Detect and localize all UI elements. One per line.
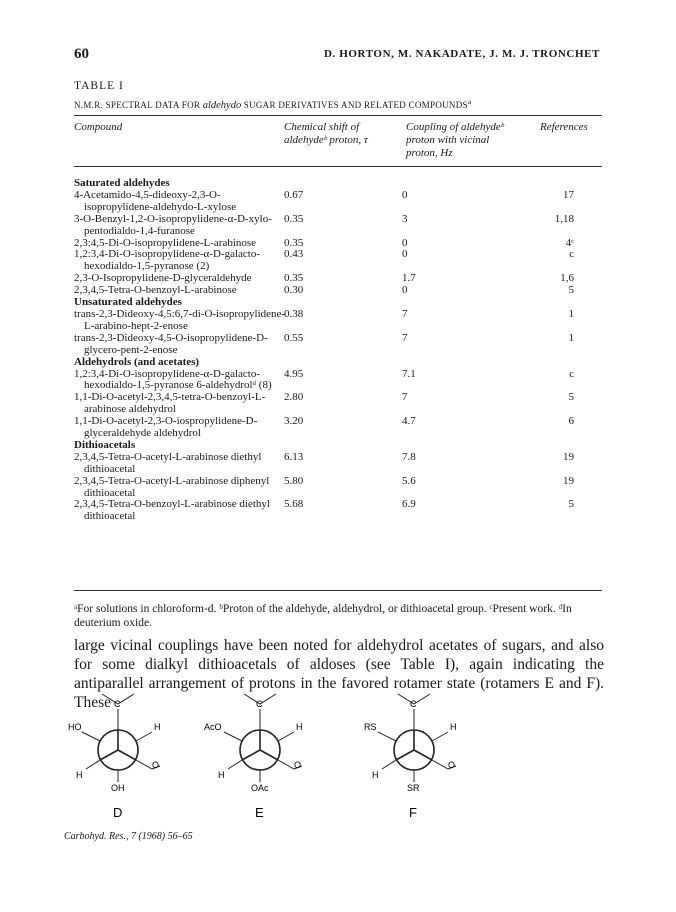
page-number: 60 (74, 46, 89, 62)
table-row (74, 333, 602, 357)
table-row (74, 369, 602, 393)
rotamer-label: D (113, 805, 123, 820)
chemical-shift-cell: 5.68 (284, 498, 304, 511)
reference-cell: c (569, 248, 574, 261)
body-paragraph: large vicinal couplings have been noted for aldehydrol acetates of sugars, and also for some dialkyl dithioacetals of aldoses (see Table I), again indicating the antiparallel arrangement of protons in the favored rotamer state (rotamers E and F). These (74, 637, 604, 711)
chemical-shift-cell: 6.13 (284, 450, 304, 463)
ring-oxygen: O (294, 760, 302, 770)
coupling-cell: 5.6 (402, 474, 416, 487)
compound-cell: trans-2,3-Dideoxy-4,5-O-isopropylidene-D-glycero-pent-2-enose (74, 331, 268, 356)
table-title-pre: N.M.R. SPECTRAL DATA FOR (74, 100, 203, 110)
column-header-references: References (540, 121, 588, 133)
section-heading-text: Dithioacetals (74, 438, 136, 451)
table-title-footnote-mark: a (467, 97, 472, 106)
top-atom-label: C (256, 699, 263, 709)
reference-cell: 1 (568, 331, 574, 344)
coupling-cell: 0 (402, 284, 408, 297)
ring-oxygen: O (448, 760, 456, 770)
coupling-cell: 7.8 (402, 450, 416, 463)
substituent-lower-left: H (218, 770, 225, 780)
substituent-bottom: OAc (251, 783, 269, 793)
chemical-shift-cell: 0.43 (284, 248, 304, 261)
table-footnote: ᵃFor solutions in chloroform-d. ᵇProton of the aldehyde, aldehydrol, or dithioacetal group. ᶜPresent work. ᵈIn deuterium oxide. (74, 603, 572, 629)
reference-cell: 5 (568, 391, 574, 404)
reference-cell: 19 (563, 474, 574, 487)
table-row (74, 309, 602, 333)
section-heading-text: Aldehydrols (and acetates) (74, 355, 200, 368)
table-label: TABLE I (74, 80, 124, 92)
rotamer-figure (60, 690, 520, 830)
reference-cell: 5 (568, 284, 574, 297)
table-row (74, 392, 602, 416)
reference-cell: 5 (568, 498, 574, 511)
coupling-cell: 7 (402, 391, 408, 404)
compound-cell: 1,2:3,4-Di-O-isopropylidene-α-D-galacto-hexodialdo-1,5-pyranose (2) (74, 248, 260, 273)
coupling-cell: 1.7 (402, 272, 416, 285)
compound-cell: trans-2,3-Dideoxy-4,5:6,7-di-O-isopropylidene-L-arabino-hept-2-enose (74, 307, 286, 332)
top-atom-label: C (410, 699, 417, 709)
compound-cell: 2,3,4,5-Tetra-O-acetyl-L-arabinose diphenyl dithioacetal (74, 474, 270, 499)
compound-cell: 4-Acetamido-4,5-dideoxy-2,3-O-isopropylidene-aldehydo-L-xylose (74, 188, 237, 213)
substituent-upper-left: AcO (204, 722, 222, 732)
section-heading-text: Unsaturated aldehydes (74, 296, 182, 309)
table-body (74, 178, 602, 523)
coupling-cell: 4.7 (402, 415, 416, 428)
substituent-upper-left: RS (364, 722, 377, 732)
coupling-cell: 7 (402, 331, 408, 344)
running-header-authors: D. HORTON, M. NAKADATE, J. M. J. TRONCHET (323, 48, 600, 60)
substituent-upper-right: H (154, 722, 161, 732)
coupling-cell: 0 (402, 236, 408, 249)
coupling-cell: 0 (402, 248, 408, 261)
chemical-shift-cell: 0.35 (284, 272, 304, 285)
table-row (74, 249, 602, 273)
journal-citation: Carbohyd. Res., 7 (1968) 56–65 (64, 831, 193, 842)
coupling-cell: 0 (402, 188, 408, 201)
table-title-italic: aldehydo (202, 100, 242, 111)
chemical-shift-cell: 5.80 (284, 474, 304, 487)
ring-oxygen: O (152, 760, 160, 770)
table-row (74, 452, 602, 476)
chemical-shift-cell: 0.38 (284, 307, 304, 320)
compound-cell: 1,1-Di-O-acetyl-2,3,4,5-tetra-O-benzoyl-L-arabinose aldehydrol (74, 391, 266, 416)
reference-cell: 1,18 (554, 212, 574, 225)
substituent-lower-left: H (372, 770, 379, 780)
substituent-upper-right: H (296, 722, 303, 732)
substituent-bottom: SR (407, 783, 420, 793)
table-section-heading (74, 357, 602, 369)
column-header-compound: Compound (74, 121, 123, 133)
reference-cell: 19 (563, 450, 574, 463)
table-row (74, 416, 602, 440)
coupling-cell: 7 (402, 307, 408, 320)
column-header-coupling: Coupling of aldehydeᵇ proton with vicinal proton, Hz (406, 121, 504, 159)
chemical-shift-cell: 3.20 (284, 415, 304, 428)
compound-cell: 1,2:3,4-Di-O-isopropylidene-α-D-galacto-hexodialdo-1,5-pyranose 6-aldehydrolᵈ (8) (74, 367, 272, 392)
table-row (74, 214, 602, 238)
chemical-shift-cell: 0.30 (284, 284, 304, 297)
chemical-shift-cell: 2.80 (284, 391, 304, 404)
table-row (74, 190, 602, 214)
compound-cell: 2,3:4,5-Di-O-isopropylidene-L-arabinose (74, 236, 257, 249)
table-bottom-rule (74, 590, 602, 591)
rotamer-label: F (409, 805, 417, 820)
chemical-shift-cell: 0.67 (284, 188, 304, 201)
compound-cell: 3-O-Benzyl-1,2-O-isopropylidene-α-D-xylo-pentodialdo-1,4-furanose (74, 212, 272, 237)
reference-cell: 6 (568, 415, 574, 428)
substituent-upper-right: H (450, 722, 457, 732)
compound-cell: 2,3,4,5-Tetra-O-benzoyl-L-arabinose diethyl dithioacetal (74, 498, 270, 523)
reference-cell: 17 (563, 188, 574, 201)
substituent-lower-left: H (76, 770, 83, 780)
chemical-shift-cell: 0.55 (284, 331, 304, 344)
section-heading-text: Saturated aldehydes (74, 177, 170, 189)
rotamer-e (204, 694, 303, 820)
compound-cell: 1,1-Di-O-acetyl-2,3-O-iospropylidene-D-glyceraldehyde aldehydrol (74, 415, 258, 440)
table-title-post: SUGAR DERIVATIVES AND RELATED COMPOUNDS (241, 100, 468, 110)
substituent-upper-left: HO (68, 722, 82, 732)
compound-cell: 2,3,4,5-Tetra-O-benzoyl-L-arabinose (74, 284, 237, 297)
reference-cell: 4ᶜ (565, 236, 574, 249)
top-atom-label: C (114, 699, 121, 709)
compound-cell: 2,3-O-Isopropylidene-D-glyceraldehyde (74, 272, 252, 285)
table-row (74, 476, 602, 500)
chemical-shift-cell: 4.95 (284, 367, 304, 380)
rotamer-f (364, 694, 457, 820)
table-title (74, 97, 471, 111)
chemical-shift-cell: 0.35 (284, 212, 304, 225)
table-row (74, 499, 602, 523)
chemical-shift-cell: 0.35 (284, 236, 304, 249)
reference-cell: 1 (568, 307, 574, 320)
rotamer-d (68, 694, 161, 820)
table-top-rule (74, 115, 602, 116)
reference-cell: 1,6 (560, 272, 574, 285)
column-header-chemical-shift: Chemical shift of aldehydeᵇ proton, τ (284, 121, 368, 146)
table-header-rule (74, 166, 602, 167)
substituent-bottom: OH (111, 783, 125, 793)
reference-cell: c (569, 367, 574, 380)
coupling-cell: 3 (402, 212, 408, 225)
rotamer-label: E (255, 805, 264, 820)
coupling-cell: 7.1 (402, 367, 416, 380)
coupling-cell: 6.9 (402, 498, 416, 511)
compound-cell: 2,3,4,5-Tetra-O-acetyl-L-arabinose diethyl dithioacetal (74, 450, 262, 475)
